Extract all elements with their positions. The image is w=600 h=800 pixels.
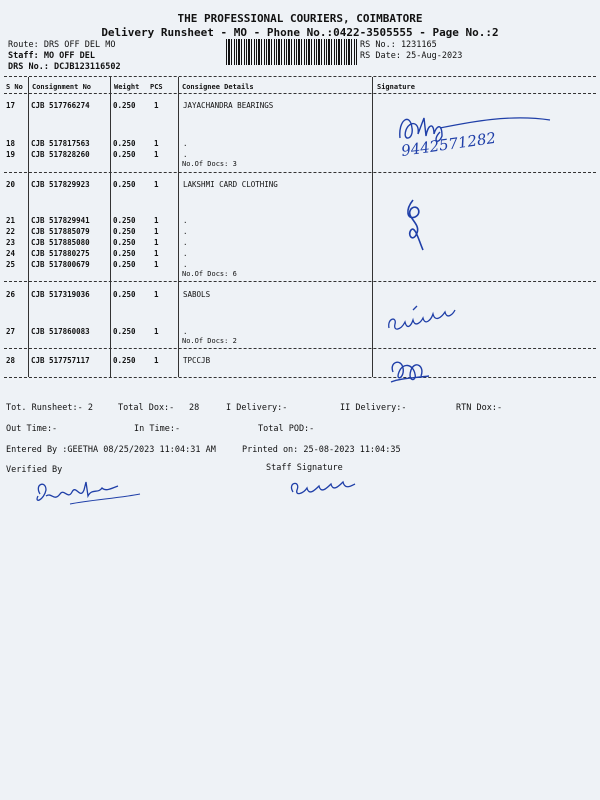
- staff-signature-label: Staff Signature: [266, 463, 343, 473]
- rtn-dox: RTN Dox:-: [456, 403, 503, 413]
- entered-by: Entered By :GEETHA 08/25/2023 11:04:31 AM: [6, 445, 216, 455]
- rs-date: RS Date: 25-Aug-2023: [360, 51, 463, 61]
- col-pcs: PCS: [150, 83, 163, 91]
- i-delivery: I Delivery:-: [226, 403, 288, 413]
- header-bottom-rule: [4, 93, 596, 94]
- verified-signature: [30, 474, 150, 514]
- col-sno: S No: [6, 83, 23, 91]
- printed-on: Printed on: 25-08-2023 11:04:35: [242, 445, 401, 455]
- docs-count-1: No.Of Docs: 3: [182, 160, 237, 168]
- table-bottom-rule: [4, 377, 596, 378]
- table-top-rule: [4, 76, 596, 77]
- staff-signature: [285, 474, 375, 504]
- signature-row-28: [385, 352, 435, 387]
- rs-number: RS No.: 1231165: [360, 40, 437, 50]
- out-time: Out Time:-: [6, 424, 58, 434]
- group-rule: [4, 281, 596, 282]
- total-dox-label: Total Dox:-: [118, 403, 175, 413]
- sig-phone-handwriting: 9442571282: [400, 128, 498, 160]
- barcode: [226, 39, 357, 65]
- docs-count-2: No.Of Docs: 6: [182, 270, 237, 278]
- docs-count-3: No.Of Docs: 2: [182, 337, 237, 345]
- group-rule: [4, 172, 596, 173]
- col-weight: Weight: [114, 83, 140, 91]
- runsheet-subtitle: Delivery Runsheet - MO - Phone No.:0422-3505555 - Page No.:2: [101, 26, 499, 39]
- col-details: Consignee Details: [182, 83, 254, 91]
- total-pod: Total POD:-: [258, 424, 315, 434]
- group-rule: [4, 348, 596, 349]
- total-dox-value: 28: [189, 403, 200, 413]
- company-title: THE PROFESSIONAL COURIERS, COIMBATORE: [177, 12, 423, 25]
- tot-runsheet: Tot. Runsheet:- 2: [6, 403, 93, 413]
- signature-row-17: [380, 100, 580, 170]
- staff-label: Staff: MO OFF DEL: [8, 51, 95, 61]
- col-consignment: Consignment No: [32, 83, 92, 91]
- in-time: In Time:-: [134, 424, 181, 434]
- ii-delivery: II Delivery:-: [340, 403, 407, 413]
- col-signature: Signature: [377, 83, 415, 91]
- verified-by-label: Verified By: [6, 465, 63, 475]
- signature-row-26: [383, 300, 473, 340]
- drs-number: DRS No.: DCJB123116502: [8, 62, 121, 72]
- route-label: Route: DRS OFF DEL MO: [8, 40, 116, 50]
- signature-row-20: [395, 195, 435, 255]
